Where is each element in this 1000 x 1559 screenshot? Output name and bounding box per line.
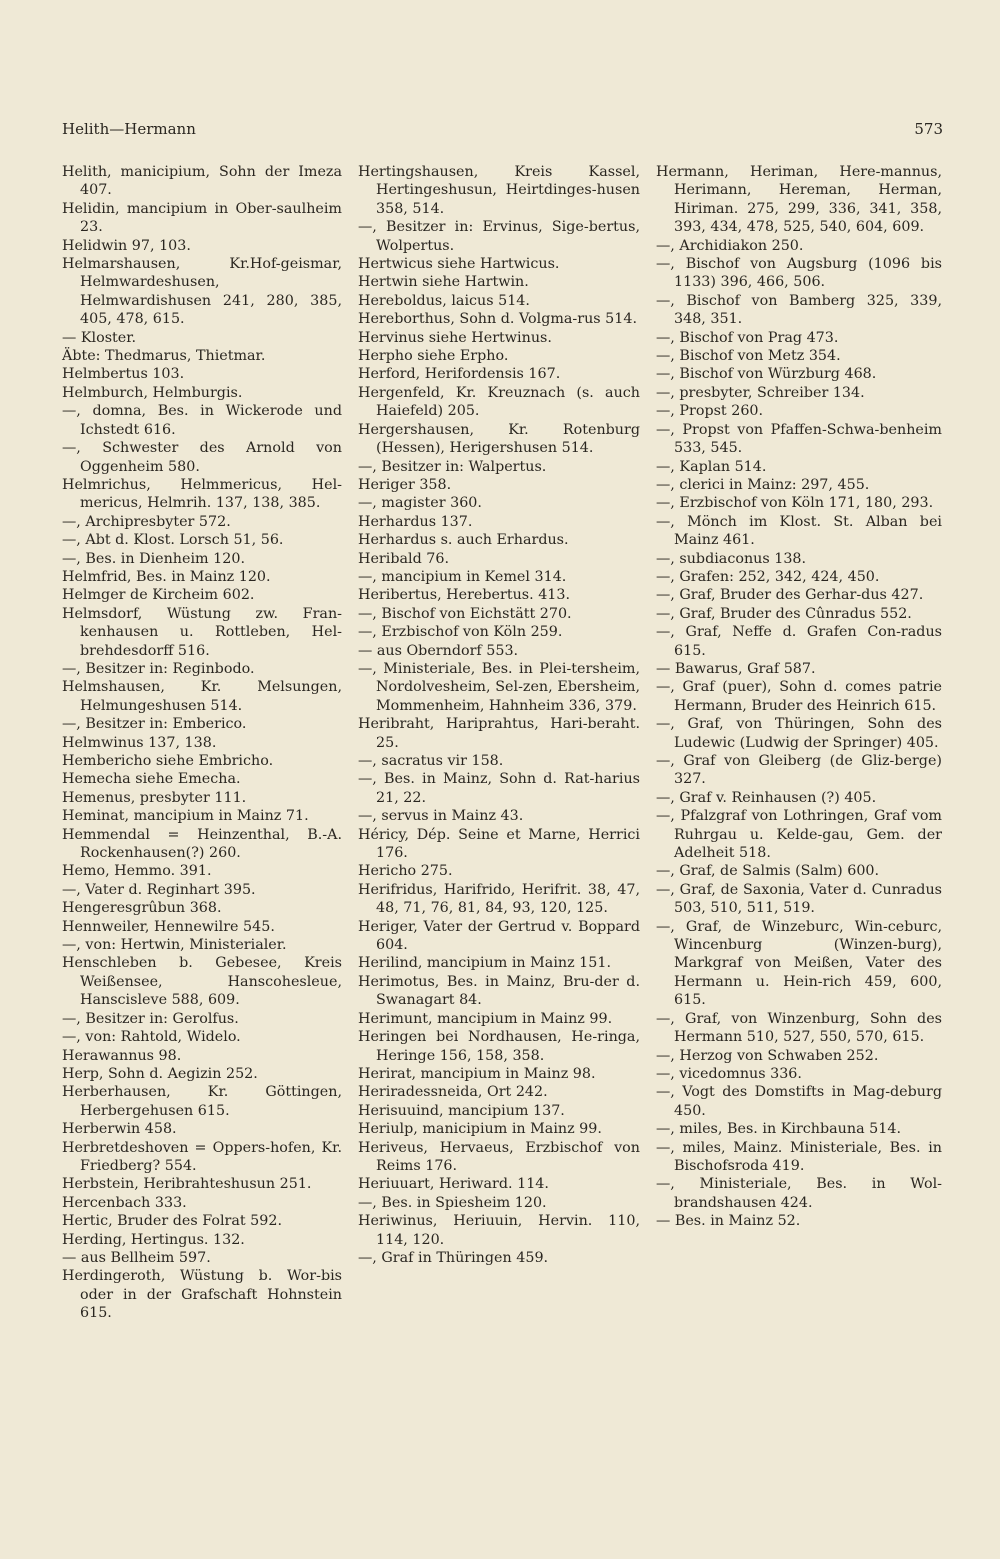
index-entry: —, sacratus vir 158. (358, 753, 504, 769)
index-entry: Hemmendal = Heinzenthal, B.-A. Rockenhausen(?) 260. (62, 826, 342, 862)
index-entry: Herirat, mancipium in Mainz 98. (358, 1065, 596, 1082)
index-entry: —, Bischof von Metz 354. (656, 348, 841, 365)
index-entry: Hereboldus, laicus 514. (358, 292, 530, 309)
index-entry: —, subdiaconus 138. (656, 550, 807, 567)
index-entry: —, Propst von Pfaffen-Schwa-benheim 533, 545. (656, 421, 942, 457)
index-entry: —, Erzbischof von Köln 259. (358, 624, 563, 641)
index-entry: Heriradessneida, Ort 242. (358, 1084, 548, 1101)
index-entry: Helmfrid, Bes. in Mainz 120. (62, 568, 271, 585)
index-entry: Herpho siehe Erpho. (358, 348, 509, 365)
index-entry: — Bes. in Mainz 52. (656, 1213, 801, 1230)
index-entry: —, miles, Mainz. Ministeriale, Bes. in Bischofsroda 419. (656, 1139, 942, 1174)
index-entry: —, Bischof von Prag 473. (656, 329, 839, 346)
page-number: 573 (914, 120, 943, 138)
index-entry: Herilind, mancipium in Mainz 151. (358, 955, 612, 972)
index-entry: Herisuuind, mancipium 137. (358, 1102, 565, 1119)
index-entry: —, Archidiakon 250. (656, 237, 804, 254)
index-entry: Helmbertus 103. (62, 366, 185, 383)
index-entry: —, Graf, de Salmis (Salm) 600. (656, 863, 880, 880)
index-entry: —, presbyter, Schreiber 134. (656, 384, 865, 401)
index-entry: Heribraht, Hariprahtus, Hari-beraht. 25. (358, 716, 640, 751)
index-entry: —, Besitzer in: Reginbodo. (62, 660, 255, 677)
index-entry: —, Besitzer in: Walpertus. (358, 458, 547, 475)
index-entry: Hericho 275. (358, 863, 453, 880)
index-entry: —, mancipium in Kemel 314. (358, 568, 567, 585)
index-entry: Herbstein, Heribrahteshusun 251. (62, 1176, 312, 1193)
index-entry: Helmburch, Helmburgis. (62, 384, 243, 401)
index-entry: —, Archipresbyter 572. (62, 513, 231, 530)
index-entry: Hemecha siehe Emecha. (62, 771, 241, 788)
index-entry: Héricy, Dép. Seine et Marne, Herrici 176. (358, 826, 640, 862)
index-entry: Herdingeroth, Wüstung b. Wor-bis oder in der Grafschaft Hohnstein 615. (62, 1268, 342, 1322)
index-entry: Hergenfeld, Kr. Kreuznach (s. auch Haiefeld) 205. (358, 384, 640, 420)
index-entry: Hertic, Bruder des Folrat 592. (62, 1213, 283, 1230)
index-entry: —, Bes. in Dienheim 120. (62, 550, 245, 567)
index-entry: Herp, Sohn d. Aegizin 252. (62, 1065, 258, 1082)
index-entry: Heriuuart, Heriward. 114. (358, 1176, 549, 1193)
index-entry: —, Mönch im Klost. St. Alban bei Mainz 461. (656, 513, 942, 549)
index-entry: —, miles, Bes. in Kirchbauna 514. (656, 1121, 901, 1138)
index-entry: —, Ministeriale, Bes. in Plei-tersheim, Nordolvesheim, Sel-zen, Ebersheim, Mommenheim, Hahnheim 336, 379. (358, 660, 640, 714)
index-entry: Helidin, mancipium in Ober-saulheim 23. (62, 200, 342, 236)
index-entry: Hermann, Heriman, Here-mannus, Herimann, Hereman, Herman, Hiriman. 275, 299, 336, 341, 358, 393, 434, 478, 525, 540, 604, 609. (656, 164, 942, 236)
index-entry: Hembericho siehe Embricho. (62, 753, 274, 769)
index-entry: —, servus in Mainz 43. (358, 808, 524, 825)
index-entry: Herifridus, Harifrido, Herifrit. 38, 47, 48, 71, 76, 81, 84, 93, 120, 125. (358, 881, 640, 917)
index-entry: — aus Bellheim 597. (62, 1249, 211, 1266)
index-entry: —, Bischof von Eichstätt 270. (358, 605, 572, 622)
index-entry: —, Graf von Gleiberg (de Gliz-berge) 327. (656, 753, 942, 788)
index-entry: Heriveus, Hervaeus, Erzbischof von Reims 176. (358, 1139, 640, 1174)
index-entry: Hercenbach 333. (62, 1194, 187, 1211)
index-entry: —, Abt d. Klost. Lorsch 51, 56. (62, 532, 284, 549)
index-entry: —, von: Rahtold, Widelo. (62, 1029, 241, 1046)
index-entry: Herford, Herifordensis 167. (358, 366, 561, 383)
index-entry: Helmwinus 137, 138. (62, 734, 217, 751)
index-entry: Heminat, mancipium in Mainz 71. (62, 808, 309, 825)
index-entry: —, Graf, Bruder des Cûnradus 552. (656, 605, 912, 622)
index-entry: Helmarshausen, Kr.Hof-geismar, Helmwardeshusen, Helmwardishusen 241, 280, 385, 405, 478, 615. (62, 256, 342, 328)
index-entry: Herberwin 458. (62, 1121, 177, 1138)
index-entry: Hemenus, presbyter 111. (62, 789, 247, 806)
index-entry: Äbte: Thedmarus, Thietmar. (62, 348, 266, 365)
index-entry: Helidwin 97, 103. (62, 237, 191, 254)
index-entry: Heriulp, manicipium in Mainz 99. (358, 1121, 602, 1138)
index-entry: Hemo, Hemmo. 391. (62, 863, 212, 880)
index-entry: —, Kaplan 514. (656, 458, 767, 475)
index-entry: —, clerici in Mainz: 297, 455. (656, 476, 870, 493)
index-entry: Herding, Hertingus. 132. (62, 1231, 245, 1248)
index-entry: Hertwicus siehe Hartwicus. (358, 256, 560, 273)
index-entry: —, Vater d. Reginhart 395. (62, 881, 256, 898)
index-entry: Herimunt, mancipium in Mainz 99. (358, 1010, 613, 1027)
index-entry: Hergershausen, Kr. Rotenburg (Hessen), Herigershusen 514. (358, 421, 640, 457)
index-entry: Helmshausen, Kr. Melsungen, Helmungeshusen 514. (62, 679, 342, 714)
index-entry: Heringen bei Nordhausen, He-ringa, Heringe 156, 158, 358. (358, 1029, 640, 1064)
index-entry: Herbretdeshoven = Oppers-hofen, Kr. Friedberg? 554. (62, 1139, 342, 1174)
index-entry: —, Bischof von Bamberg 325, 339, 348, 351. (656, 292, 942, 328)
index-entry: —, Schwester des Arnold von Oggenheim 580. (62, 440, 342, 475)
index-entry: Hertingshausen, Kreis Kassel, Hertingeshusun, Heirtdinges-husen 358, 514. (358, 164, 640, 217)
index-entry: —, Bischof von Augsburg (1096 bis 1133) 396, 466, 506. (656, 256, 942, 291)
index-entry: —, Graf, Bruder des Gerhar-dus 427. (656, 587, 924, 604)
index-entry: —, Herzog von Schwaben 252. (656, 1047, 879, 1064)
index-entry: —, Propst 260. (656, 403, 764, 420)
index-entry: Herhardus 137. (358, 513, 473, 530)
index-entry: Helmger de Kircheim 602. (62, 587, 255, 604)
index-entry: —, Graf, von Thüringen, Sohn des Ludewic (Ludwig der Springer) 405. (656, 716, 942, 751)
index-entry: Henschleben b. Gebesee, Kreis Weißensee, Hanscohesleue, Hanscisleve 588, 609. (62, 955, 342, 1009)
index-entry: —, magister 360. (358, 495, 482, 512)
index-entry: Helith, manicipium, Sohn der Imeza 407. (62, 164, 342, 199)
index-column-middle (358, 163, 640, 1267)
index-column-right (656, 163, 942, 1231)
index-entry: Hervinus siehe Hertwinus. (358, 329, 552, 346)
index-entry: Herberhausen, Kr. Göttingen, Herbergehusen 615. (62, 1084, 342, 1119)
index-entry: —, Graf in Thüringen 459. (358, 1249, 549, 1266)
index-entry: Heribald 76. (358, 550, 450, 567)
index-entry: Herawannus 98. (62, 1047, 182, 1064)
page-header (62, 120, 943, 142)
index-entry: —, Bes. in Spiesheim 120. (358, 1194, 547, 1211)
running-head: Helith—Hermann (62, 120, 196, 138)
index-entry: — Bawarus, Graf 587. (656, 660, 816, 677)
index-column-left (62, 163, 342, 1323)
index-entry: —, vicedomnus 336. (656, 1065, 802, 1082)
index-entry: Heriger 358. (358, 476, 452, 493)
index-entry: Hengeresgrûbun 368. (62, 900, 222, 917)
index-entry: —, Besitzer in: Ervinus, Sige-bertus, Wolpertus. (358, 219, 640, 254)
index-entry: Hennweiler, Hennewilre 545. (62, 918, 275, 935)
index-entry: —, Graf (puer), Sohn d. comes patrie Hermann, Bruder des Heinrich 615. (656, 679, 942, 714)
index-entry: —, Graf, von Winzenburg, Sohn des Hermann 510, 527, 550, 570, 615. (656, 1010, 942, 1046)
index-entry: Herhardus s. auch Erhardus. (358, 532, 569, 549)
index-entry: Helmrichus, Helmmericus, Hel-mericus, Helmrih. 137, 138, 385. (62, 476, 342, 512)
index-entry: Herimotus, Bes. in Mainz, Bru-der d. Swanagart 84. (358, 973, 640, 1009)
index-entry: —, Erzbischof von Köln 171, 180, 293. (656, 495, 934, 512)
index-entry: —, Besitzer in: Gerolfus. (62, 1010, 239, 1027)
index-entry: —, Graf, de Winzeburc, Win-ceburc, Wincenburg (Winzen-burg), Markgraf von Meißen, Vater des Hermann u. Hein-rich 459, 600, 615. (656, 918, 942, 1009)
index-entry: —, domna, Bes. in Wickerode und Ichstedt 616. (62, 403, 342, 438)
index-entry: Heriger, Vater der Gertrud v. Boppard 604. (358, 918, 640, 954)
index-entry: —, Besitzer in: Emberico. (62, 716, 247, 733)
index-entry: — aus Oberndorf 553. (358, 642, 519, 659)
index-entry: —, Bischof von Würzburg 468. (656, 366, 877, 383)
index-entry: —, Grafen: 252, 342, 424, 450. (656, 568, 880, 585)
index-entry: —, Pfalzgraf von Lothringen, Graf vom Ruhrgau u. Kelde-gau, Gem. der Adelheit 518. (656, 808, 942, 862)
index-entry: Heribertus, Herebertus. 413. (358, 587, 571, 604)
index-entry: —, Graf, Neffe d. Grafen Con-radus 615. (656, 624, 942, 659)
index-entry: Heriwinus, Heriuuin, Hervin. 110, 114, 120. (358, 1213, 640, 1248)
index-entry: Helmsdorf, Wüstung zw. Fran-kenhausen u. Rottleben, Hel-brehdesdorff 516. (62, 605, 342, 659)
index-entry: —, Graf, de Saxonia, Vater d. Cunradus 503, 510, 511, 519. (656, 881, 942, 917)
index-entry: —, von: Hertwin, Ministerialer. (62, 937, 287, 954)
index-entry: — Kloster. (62, 329, 137, 346)
index-entry: —, Ministeriale, Bes. in Wol-brandshausen 424. (656, 1176, 942, 1211)
index-entry: —, Bes. in Mainz, Sohn d. Rat-harius 21, 22. (358, 771, 640, 806)
index-entry: —, Vogt des Domstifts in Mag-deburg 450. (656, 1084, 942, 1119)
index-entry: —, Graf v. Reinhausen (?) 405. (656, 789, 877, 806)
index-entry: Hereborthus, Sohn d. Volgma-rus 514. (358, 311, 638, 328)
index-entry: Hertwin siehe Hartwin. (358, 274, 529, 291)
